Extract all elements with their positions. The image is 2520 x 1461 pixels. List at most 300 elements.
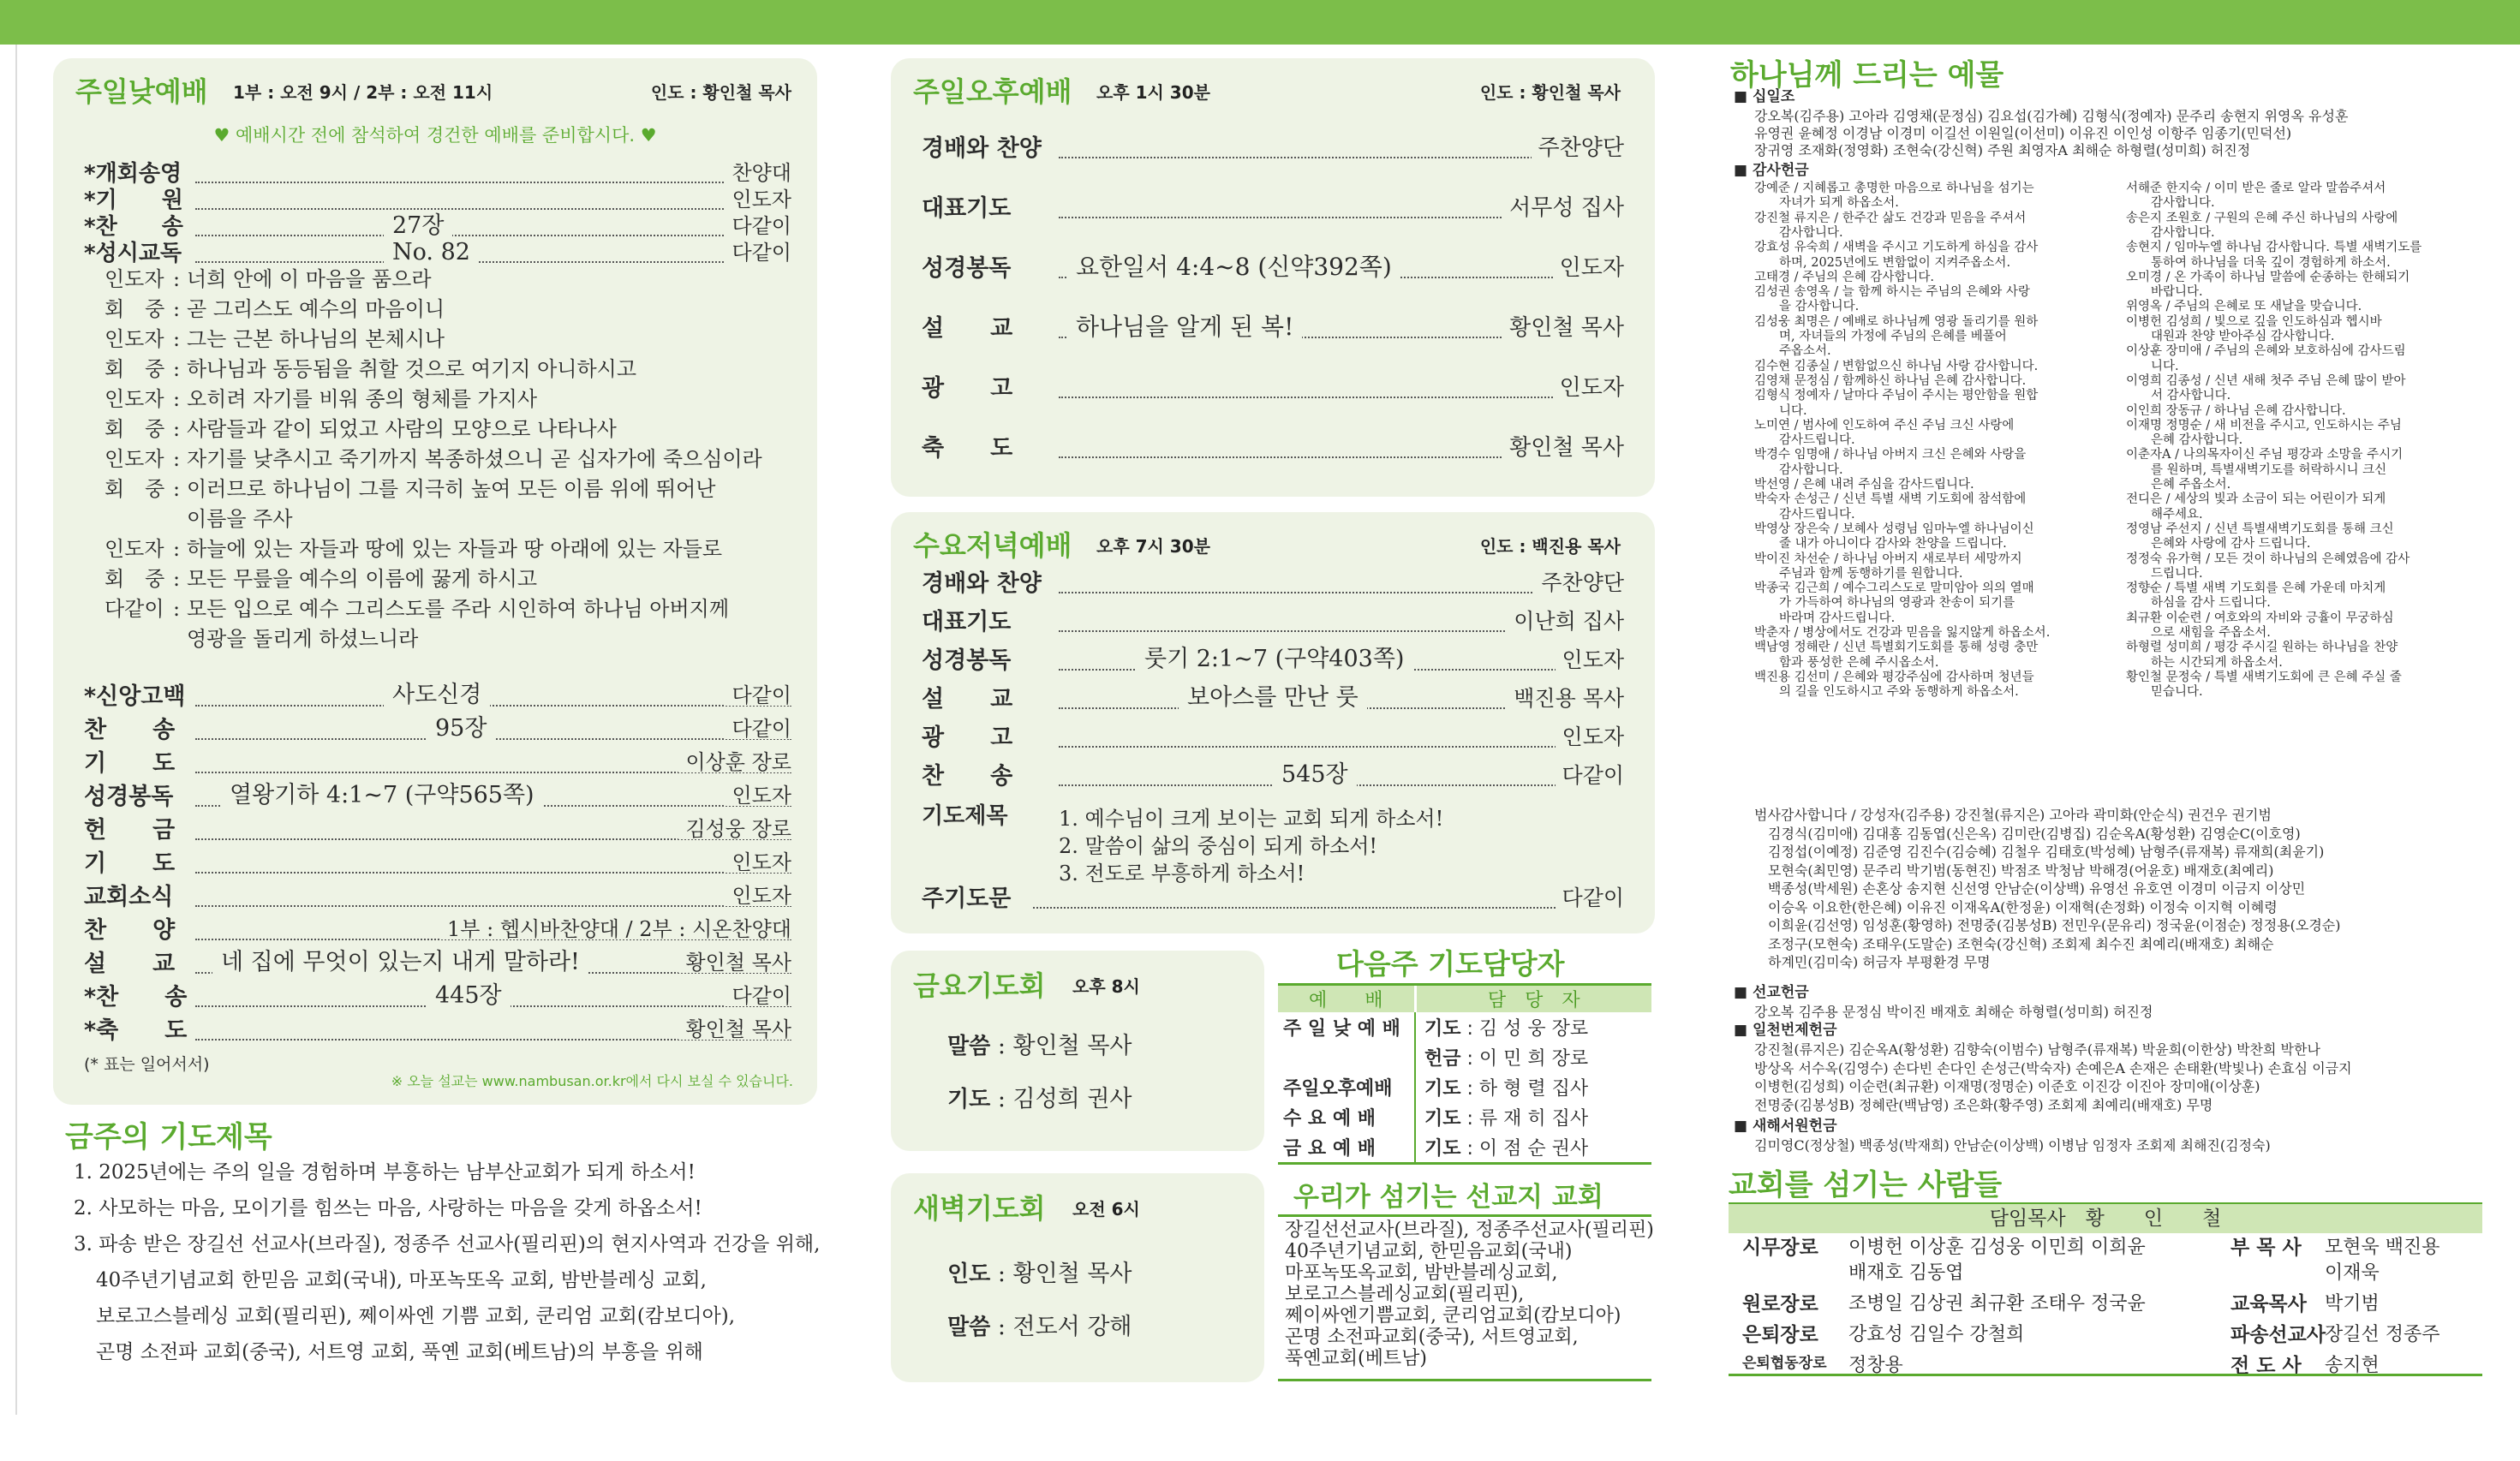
offering-line: 이상훈 장미애 / 주님의 은혜와 보호하심에 감사드림 bbox=[2126, 344, 2406, 359]
duty-kind: 기도 bbox=[1424, 1138, 1461, 1160]
duty-sep: : bbox=[1460, 1078, 1479, 1100]
friday-line-2: 기도 : 김성희 권사 bbox=[947, 1086, 1132, 1112]
staff-role: 전 도 사 bbox=[2230, 1355, 2302, 1377]
service-label: 대표기도 bbox=[922, 609, 1012, 635]
reading-text: 모든 무릎을 예수의 이름에 꿇게 하시고 bbox=[187, 567, 538, 591]
prayer-topic-item: 40주년기념교회 한믿음 교회(국내), 마포녹또옥 교회, 밤반블레싱 교회, bbox=[96, 1269, 707, 1291]
service-person: 다같이 bbox=[1556, 887, 1624, 909]
offering-line: 백종성(박세원) 손혼상 송지현 신선영 안남순(이상백) 유영선 유호연 이경미 이금지 이상민 bbox=[1754, 880, 2306, 897]
offering-line: 바라며 감사드립니다. bbox=[1754, 611, 1896, 625]
service-label: 광 고 bbox=[922, 725, 1013, 751]
friday-box bbox=[891, 951, 1264, 1151]
offering-line: 해주세요. bbox=[2126, 507, 2203, 522]
duty-name: 김 성 웅 장로 bbox=[1478, 1018, 1589, 1040]
wednesday-prayer-label: 기도제목 bbox=[922, 803, 1008, 829]
senior-pastor: 담임목사 황 인 철 bbox=[1989, 1208, 2222, 1230]
offering-line: 정정숙 유가혁 / 모든 것이 하나님의 은혜였음에 감사 bbox=[2126, 552, 2410, 566]
duty-name: 이 민 희 장로 bbox=[1478, 1048, 1589, 1070]
reading-text: 하늘에 있는 자들과 땅에 있는 자들과 땅 아래에 있는 자들로 bbox=[187, 537, 723, 561]
offering-line: 감사합니다. bbox=[1754, 225, 1843, 240]
dawn-val-1: 황인철 목사 bbox=[1012, 1261, 1132, 1287]
service-label: 대표기도 bbox=[922, 195, 1012, 222]
offering-line: 이희윤(김선영) 임성훈(황영하) 전명중(김봉성B) 전민우(문유리) 정국윤(이점순) 정정용(오경순) bbox=[1754, 917, 2341, 933]
reading-who: 인도자 bbox=[105, 267, 164, 291]
mission-church-line: 40주년기념교회, 한믿음교회(국내) bbox=[1285, 1241, 1573, 1262]
offering-line: 이승옥 이요한(한은혜) 이유진 이재옥A(한정윤) 이재혁(손정화) 이정숙 이지혁 이혜령 bbox=[1754, 898, 2278, 915]
reading-who: 회 중 bbox=[105, 297, 165, 321]
prayer-topic-item: 1. 2025년에는 주의 일을 경험하며 부흥하는 남부산교회가 되게 하소서! bbox=[74, 1161, 696, 1184]
offering-line: 며, 자녀들의 가정에 주님의 은혜를 베풀어 bbox=[1754, 330, 2007, 343]
service-label: 경배와 찬양 bbox=[922, 570, 1042, 597]
staff-names: 정창용 bbox=[1848, 1355, 1903, 1376]
service-row bbox=[922, 437, 1624, 466]
offering-line: 박선영 / 은혜 내려 주심을 감사드립니다. bbox=[1754, 478, 1974, 492]
staff-role: 원로장로 bbox=[1742, 1293, 1818, 1315]
service-person: 인도자 bbox=[725, 189, 791, 210]
offering-line: 범사감사합니다 / 강성자(김주용) 강진철(류지은) 고아라 곽미화(안순식) 권건우 권기범 bbox=[1754, 807, 2272, 823]
reading-text: 그는 근본 하나님의 본체시나 bbox=[187, 327, 445, 351]
service-detail: 27장 bbox=[384, 214, 452, 237]
offering-line: 김성권 송영옥 / 늘 함께 하시는 주님의 은혜와 사랑 bbox=[1754, 285, 2030, 300]
offering-line: 대원과 찬양 받아주심 감사합니다. bbox=[2126, 330, 2335, 343]
offering-line: 강효성 유숙희 / 새벽을 주시고 기도하게 하심을 감사 bbox=[1754, 241, 2039, 255]
prayer-topics-title: 금주의 기도제목 bbox=[65, 1120, 272, 1154]
missions-title: 우리가 섬기는 선교지 교회 bbox=[1293, 1182, 1603, 1213]
friday-title: 금요기도회 bbox=[913, 969, 1046, 1002]
dawn-box bbox=[891, 1173, 1264, 1382]
offering-line: 서해준 한지숙 / 이미 받은 줄로 알라 말씀주셔서 bbox=[2126, 182, 2386, 195]
service-detail: 445장 bbox=[427, 984, 511, 1007]
service-label: 경배와 찬양 bbox=[922, 135, 1042, 162]
dawn-line-2: 말씀 : 전도서 강해 bbox=[947, 1314, 1132, 1340]
offering-line: 으로 새힘을 주옵소서. bbox=[2126, 626, 2271, 640]
service-person: 인도자 bbox=[1556, 726, 1624, 748]
offering-line: 박종국 김근희 / 예수그리스도로 말미암아 의의 열매 bbox=[1754, 581, 2034, 596]
service-person: 황인철 목사 bbox=[678, 952, 791, 973]
offering-line: 오미경 / 온 가족이 하나님 말씀에 순종하는 한해되기 bbox=[2126, 270, 2410, 284]
duty-name: 류 재 히 집사 bbox=[1478, 1108, 1589, 1130]
service-row bbox=[84, 239, 791, 268]
duty-sep: : bbox=[1460, 1138, 1479, 1160]
reading-colon: : bbox=[173, 357, 181, 381]
offering-line: 은혜 주옵소서. bbox=[2126, 478, 2231, 492]
offering-line: 전디은 / 세상의 빛과 소금이 되는 어린이가 되게 bbox=[2126, 492, 2386, 507]
reading-colon: : bbox=[173, 477, 181, 501]
reading-colon: : bbox=[173, 417, 181, 441]
service-row bbox=[84, 982, 791, 1013]
staff-names-cont: 배재호 김동엽 bbox=[1848, 1262, 1964, 1284]
standing-note: (* 표는 일어서서) bbox=[84, 1055, 210, 1074]
offering-line: ■ 새해서원헌금 bbox=[1734, 1118, 1837, 1135]
offering-line: 김영채 문정심 / 함께하신 하나님 은혜 감사합니다. bbox=[1754, 373, 2027, 388]
service-label: 설 교 bbox=[84, 951, 176, 977]
service-row bbox=[922, 253, 1624, 286]
service-person: 이상훈 장로 bbox=[678, 752, 791, 772]
duty-person bbox=[1415, 1042, 1651, 1072]
dotted-leader bbox=[195, 182, 791, 183]
service-person: 다같이 bbox=[725, 685, 791, 706]
service-label: 성경봉독 bbox=[922, 647, 1012, 674]
service-row bbox=[922, 611, 1624, 638]
offering-line: 강진철(류지은) 김순옥A(황성환) 김향숙(이범수) 남형주(류재복) 박윤희(이한상) 박찬희 박한나 bbox=[1754, 1041, 2320, 1058]
staff-names: 조병일 김상권 최규환 조태우 정국윤 bbox=[1848, 1293, 2146, 1315]
service-detail: 545장 bbox=[1273, 763, 1357, 786]
service-row bbox=[84, 212, 791, 242]
reading-colon: : bbox=[173, 597, 181, 621]
prayer-topic-item: 3. 파송 받은 장길선 선교사(브라질), 정종주 선교사(필리핀)의 현지사역과 건강을 위해, bbox=[74, 1233, 821, 1255]
offering-line: 송현지 / 임마누엘 하나님 감사합니다. 특별 새벽기도를 bbox=[2126, 241, 2422, 255]
staff-role: 은퇴협동장로 bbox=[1742, 1355, 1827, 1372]
service-person: 황인철 목사 bbox=[678, 1019, 791, 1040]
staff-bottom-line bbox=[1729, 1374, 2482, 1376]
offering-line: 감사합니다. bbox=[2126, 196, 2215, 211]
offering-line: 노미연 / 범사에 인도하여 주신 주님 크신 사랑에 bbox=[1754, 418, 2015, 432]
dotted-leader bbox=[195, 705, 791, 707]
offering-line: 박이진 차선순 / 하나님 아버지 새로부터 세망까지 bbox=[1754, 552, 2022, 566]
service-name: 주일오후예배 bbox=[1278, 1072, 1415, 1102]
offering-line: 감사합니다. bbox=[1754, 462, 1843, 477]
offering-line: 박춘자 / 병상에서도 건강과 믿음을 잃지않게 하옵소서. bbox=[1754, 626, 2051, 640]
reading-who: 다같이 bbox=[105, 597, 164, 621]
offering-line: 강오복 김주용 문정심 박이진 배재호 최해순 하형렬(성미희) 허진정 bbox=[1754, 1004, 2153, 1020]
service-person: 주찬양단 bbox=[1534, 572, 1624, 593]
service-person: 서무성 집사 bbox=[1502, 197, 1624, 219]
service-row bbox=[922, 646, 1624, 677]
reading-text-cont: 영광을 돌리게 하셨느니라 bbox=[187, 627, 419, 651]
prayer-duty-row bbox=[1278, 1072, 1651, 1102]
service-detail: 요한일서 4:4~8 (신약392쪽) bbox=[1067, 255, 1400, 279]
duty-person bbox=[1415, 1072, 1651, 1102]
reading-text: 모든 입으로 예수 그리스도를 주라 시인하여 하나님 아버지께 bbox=[187, 597, 730, 621]
reading-who: 인도자 bbox=[105, 537, 164, 561]
dotted-leader bbox=[195, 905, 791, 907]
mission-church-line: 푹옌교회(베트남) bbox=[1285, 1348, 1427, 1369]
offering-line: 김정섭(이예정) 김준영 김진수(김승혜) 김철우 김태호(박성혜) 남형주(류재복) 류재희(최윤기) bbox=[1754, 844, 2325, 860]
reading-text: 곧 그리스도 예수의 마음이니 bbox=[187, 297, 445, 321]
service-row bbox=[84, 919, 791, 946]
offering-line: 이병헌 김성희 / 빛으로 깊을 인도하심과 헵시바 bbox=[2126, 314, 2382, 329]
duty-kind: 헌금 bbox=[1424, 1048, 1461, 1070]
reading-who: 인도자 bbox=[105, 387, 164, 411]
duty-name: 하 형 렬 집사 bbox=[1478, 1078, 1589, 1100]
sermon-web-note: ※ 오늘 설교는 www.nambusan.or.kr에서 다시 보실 수 있습니다. bbox=[391, 1073, 793, 1089]
staff-title: 교회를 섬기는 사람들 bbox=[1729, 1168, 2003, 1202]
offering-line: 이병헌(김성희) 이순련(최규환) 이재명(정명순) 이준호 이진강 이진아 장미애(이상훈) bbox=[1754, 1078, 2260, 1094]
table-header-person: 담 당 자 bbox=[1415, 985, 1651, 1013]
service-label: 헌 금 bbox=[84, 817, 176, 844]
offering-line: 조정구(모현숙) 조태우(도말순) 조현숙(강신혁) 조회제 최수진 최예리(배재호) 최해순 bbox=[1754, 935, 2274, 952]
dotted-leader bbox=[1059, 746, 1624, 748]
prayer-topic-item: 보로고스블레싱 교회(필리핀), 쩨이싸엔 기쁨 교회, 쿤리엄 교회(캄보디아), bbox=[96, 1305, 736, 1327]
reading-text: 이러므로 하나님이 그를 지극히 높여 모든 이름 위에 뛰어난 bbox=[187, 477, 716, 501]
wednesday-time: 오후 7시 30분 bbox=[1096, 536, 1210, 557]
service-person: 김성웅 장로 bbox=[678, 819, 791, 839]
service-label: 성경봉독 bbox=[84, 784, 174, 810]
offering-line: 을 감사합니다. bbox=[1754, 300, 1860, 314]
service-detail: 사도신경 bbox=[384, 683, 490, 707]
offering-line: 주님과 함께 동행하기를 원합니다. bbox=[1754, 566, 1963, 581]
service-label: 광 고 bbox=[922, 375, 1013, 402]
service-row bbox=[84, 682, 791, 713]
offering-line: 고태경 / 주님의 은혜 감사합니다. bbox=[1754, 270, 1935, 284]
service-row bbox=[922, 197, 1624, 226]
sunday-afternoon-time: 오후 1시 30분 bbox=[1096, 82, 1210, 103]
service-label: 축 도 bbox=[922, 435, 1013, 462]
duty-person bbox=[1415, 1102, 1651, 1132]
service-label: 성경봉독 bbox=[922, 255, 1012, 282]
wednesday-prayer-item: 3. 전도로 부흥하게 하소서! bbox=[1059, 862, 1305, 886]
service-row bbox=[84, 819, 791, 846]
service-person: 인도자 bbox=[1553, 257, 1624, 279]
reading-text: 너희 안에 이 마음을 품으라 bbox=[187, 267, 432, 291]
reading-who: 인도자 bbox=[105, 447, 164, 471]
dawn-time: 오전 6시 bbox=[1072, 1199, 1140, 1219]
service-row bbox=[84, 189, 791, 215]
reading-who: 회 중 bbox=[105, 417, 165, 441]
service-person: 황인철 목사 bbox=[1502, 437, 1624, 459]
service-row bbox=[922, 761, 1624, 792]
duty-kind: 기도 bbox=[1424, 1018, 1461, 1040]
duty-sep: : bbox=[1460, 1048, 1479, 1070]
staff-names: 이병헌 이상훈 김성웅 이민희 이희윤 bbox=[1848, 1237, 2146, 1258]
offering-line: 전명중(김봉성B) 정혜란(백남영) 조은화(황주영) 조회제 최예리(배재호) 무명 bbox=[1754, 1096, 2213, 1113]
dotted-leader bbox=[195, 235, 791, 236]
service-label: *개회송영 bbox=[84, 161, 182, 187]
reading-colon: : bbox=[173, 327, 181, 351]
staff-names-cont: 이재욱 bbox=[2325, 1262, 2380, 1284]
offering-line: ■ 선교헌금 bbox=[1734, 984, 1809, 1001]
service-row bbox=[84, 949, 791, 980]
prayer-duty-row bbox=[1278, 1102, 1651, 1132]
offering-line: 이춘자A / 나의목자이신 주님 평강과 소망을 주시기 bbox=[2126, 448, 2404, 462]
offering-line: 줄 내가 아니이다 감사와 찬양을 드립니다. bbox=[1754, 537, 2007, 552]
reading-colon: : bbox=[173, 387, 181, 411]
reading-text: 자기를 낮추시고 죽기까지 복종하셨으니 곧 십자가에 죽으심이라 bbox=[187, 447, 762, 471]
staff-role: 부 목 사 bbox=[2230, 1237, 2302, 1259]
offering-line: 은혜 감사합니다. bbox=[2126, 433, 2243, 448]
offering-line: 이영희 김종성 / 신년 새해 첫주 주님 은혜 많이 받아 bbox=[2126, 373, 2406, 388]
wednesday-title: 수요저녁예배 bbox=[913, 529, 1072, 562]
service-detail: 룻기 2:1~7 (구약403쪽) bbox=[1136, 647, 1412, 671]
dotted-leader bbox=[1059, 397, 1624, 398]
staff-role: 은퇴장로 bbox=[1742, 1324, 1818, 1346]
service-row bbox=[922, 137, 1624, 166]
offering-line: 장귀영 조재화(정영화) 조현숙(강신혁) 주원 최영자A 최해순 하형렬(성미희) 허진정 bbox=[1754, 142, 2251, 158]
service-label: 찬 송 bbox=[922, 763, 1013, 790]
top-bar bbox=[0, 0, 2520, 45]
service-person: 주찬양단 bbox=[1532, 137, 1624, 159]
reading-colon: : bbox=[173, 297, 181, 321]
offering-line: 니다. bbox=[2126, 359, 2179, 373]
service-person: 다같이 bbox=[1556, 765, 1624, 786]
offering-line: 박숙자 손성근 / 신년 특별 새벽 기도회에 참석함에 bbox=[1754, 492, 2027, 507]
duty-sep: : bbox=[1460, 1108, 1479, 1130]
service-detail: 열왕기하 4:1~7 (구약565쪽) bbox=[221, 784, 543, 807]
offering-line: 를 원하며, 특별새벽기도를 허락하시니 크신 bbox=[2126, 462, 2387, 477]
duty-name: 이 점 순 권사 bbox=[1478, 1138, 1589, 1160]
offering-line: 의 길을 인도하시고 주와 동행하게 하옵소서. bbox=[1754, 685, 2019, 700]
service-person: 1부 : 헵시바찬양대 / 2부 : 시온찬양대 bbox=[440, 919, 791, 939]
next-prayer-title: 다음주 기도담당자 bbox=[1336, 947, 1565, 981]
offering-line: 이재명 정명순 / 새 비전을 주시고, 인도하시는 주님 bbox=[2126, 418, 2402, 432]
dawn-line-1: 인도 : 황인철 목사 bbox=[947, 1261, 1132, 1287]
offering-line: 정향순 / 특별 새벽 기도회를 은혜 가운데 마치게 bbox=[2126, 581, 2386, 596]
offering-line: 하계민(김미숙) 허금자 부평환경 무명 bbox=[1754, 954, 1991, 970]
offering-line: 김수현 김종실 / 변함없으신 하나님 사랑 감사합니다. bbox=[1754, 359, 2039, 373]
service-label: *신앙고백 bbox=[84, 683, 186, 710]
dawn-key-2: 말씀 bbox=[947, 1315, 991, 1340]
staff-names: 모현욱 백진용 bbox=[2325, 1237, 2440, 1258]
duty-person bbox=[1415, 1132, 1651, 1164]
reading-text: 하나님과 동등됨을 취할 것으로 여기지 아니하시고 bbox=[187, 357, 637, 381]
service-person: 백진용 목사 bbox=[1507, 688, 1624, 709]
service-label: *찬 송 bbox=[84, 984, 188, 1011]
prayer-topic-item: 2. 사모하는 마음, 모이기를 힘쓰는 마음, 사랑하는 마음을 갖게 하옵소서! bbox=[74, 1197, 702, 1219]
offering-line: 하심을 감사 드립니다. bbox=[2126, 596, 2271, 611]
offering-line: 바랍니다. bbox=[2126, 285, 2203, 300]
service-row bbox=[922, 572, 1624, 599]
staff-names: 장길선 정종주 bbox=[2325, 1324, 2440, 1345]
sunday-afternoon-box bbox=[891, 58, 1655, 497]
mission-church-line: 보로고스블레싱교회(필리핀), bbox=[1285, 1284, 1525, 1305]
offering-line: 김미영C(정상철) 백종성(박재희) 안남순(이상백) 이병남 임정자 조회제 최해진(김정숙) bbox=[1754, 1137, 2271, 1154]
sunday-afternoon-title: 주일오후예배 bbox=[913, 75, 1072, 108]
offering-line: 강오복(김주용) 고아라 김영채(문정심) 김요섭(김가혜) 김형식(정예자) 문주리 송현지 위영옥 유성훈 bbox=[1754, 108, 2349, 124]
service-label: 기 도 bbox=[84, 750, 176, 777]
prayer-duty-row bbox=[1278, 1012, 1651, 1042]
friday-time: 오후 8시 bbox=[1072, 976, 1140, 997]
offering-line: 위영옥 / 주님의 은혜로 또 새날을 맞습니다. bbox=[2126, 300, 2362, 314]
mission-church-line: 마포녹또옥교회, 밤반블레싱교회, bbox=[1285, 1262, 1558, 1284]
offering-line: 황인철 문정숙 / 특별 새벽기도회에 큰 은혜 주실 줄 bbox=[2126, 670, 2402, 684]
offering-line: 믿습니다. bbox=[2126, 685, 2203, 700]
service-label: *성시교독 bbox=[84, 241, 182, 266]
reading-text: 오히려 자기를 비워 종의 형체를 가지사 bbox=[187, 387, 538, 411]
service-person: 인도자 bbox=[1556, 649, 1624, 671]
service-label: 기 도 bbox=[84, 850, 176, 877]
wednesday-prayer-item: 1. 예수님이 크게 보이는 교회 되게 하소서! bbox=[1059, 807, 1444, 831]
duty-kind: 기도 bbox=[1424, 1078, 1461, 1100]
sunday-afternoon-leader: 인도 : 황인철 목사 bbox=[1479, 82, 1621, 103]
offering-line: 모현숙(최민영) 문주리 박기범(동현진) 박점조 박청남 박해경(어윤호) 배재호(최예리) bbox=[1754, 862, 2274, 879]
missions-bottom-line bbox=[1278, 1379, 1651, 1381]
reading-colon: : bbox=[173, 567, 181, 591]
service-name: 수 요 예 배 bbox=[1278, 1102, 1415, 1132]
mission-church-line: 장길선선교사(브라질), 정종주선교사(필리핀) bbox=[1285, 1219, 1654, 1241]
service-label: 설 교 bbox=[922, 315, 1013, 342]
friday-key-2: 기도 bbox=[947, 1087, 991, 1112]
service-label: 찬 양 bbox=[84, 917, 176, 944]
missions-underline bbox=[1278, 1214, 1651, 1217]
offering-line: ■ 십일조 bbox=[1734, 88, 1795, 105]
service-label: *기 원 bbox=[84, 188, 183, 213]
service-row bbox=[922, 313, 1624, 346]
reading-text-cont: 이름을 주사 bbox=[187, 507, 293, 531]
dotted-leader bbox=[195, 208, 791, 210]
reading-who: 회 중 bbox=[105, 357, 165, 381]
friday-key-1: 말씀 bbox=[947, 1034, 991, 1059]
dawn-key-1: 인도 bbox=[947, 1261, 991, 1287]
service-detail: 보아스를 만난 룻 bbox=[1179, 686, 1367, 709]
wednesday-prayer-item: 2. 말씀이 삶의 중심이 되게 하소서! bbox=[1059, 834, 1378, 858]
offering-line: 자녀가 되게 하옵소서. bbox=[1754, 196, 1899, 211]
offering-line: 통하여 하나님을 더욱 깊이 경험하게 하소서. bbox=[2126, 255, 2391, 270]
offering-line: 김성웅 최명은 / 예배로 하나님께 영광 돌리기를 원하 bbox=[1754, 314, 2039, 329]
service-detail: 네 집에 무엇이 있는지 내게 말하라! bbox=[212, 951, 588, 974]
staff-names: 박기범 bbox=[2325, 1293, 2380, 1315]
service-person: 인도자 bbox=[1553, 377, 1624, 399]
dotted-leader bbox=[195, 872, 791, 874]
service-label: *축 도 bbox=[84, 1017, 188, 1044]
dawn-title: 새벽기도회 bbox=[913, 1192, 1046, 1225]
duty-kind: 기도 bbox=[1424, 1108, 1461, 1130]
dotted-leader bbox=[1033, 907, 1624, 909]
dawn-val-2: 전도서 강해 bbox=[1012, 1314, 1132, 1340]
service-row bbox=[922, 726, 1624, 754]
offering-line: 정영남 주선지 / 신년 특별새벽기도회를 통해 크신 bbox=[2126, 522, 2394, 536]
service-person: 다같이 bbox=[725, 986, 791, 1006]
staff-names: 송지현 bbox=[2325, 1355, 2380, 1376]
staff-role: 파송선교사 bbox=[2230, 1324, 2326, 1346]
offering-line: 감사합니다. bbox=[2126, 225, 2215, 240]
offering-line: ■ 일천번제헌금 bbox=[1734, 1022, 1837, 1039]
mission-church-line: 곤명 소전파교회(중국), 서트영교회, bbox=[1285, 1327, 1579, 1348]
offering-line: 강진철 류지은 / 한주간 삶도 건강과 믿음을 주셔서 bbox=[1754, 211, 2027, 225]
senior-pastor-bar bbox=[1729, 1204, 2482, 1233]
offering-line: 백남영 정해란 / 신년 특별회기도회를 통해 성령 충만 bbox=[1754, 641, 2039, 655]
dotted-leader bbox=[195, 261, 791, 263]
offering-line: 백진용 김선미 / 은혜와 평강주심에 감사하며 청년들 bbox=[1754, 670, 2034, 684]
service-row bbox=[84, 782, 791, 813]
reading-colon: : bbox=[173, 267, 181, 291]
service-person: 황인철 목사 bbox=[1502, 317, 1624, 339]
reading-who: 회 중 bbox=[105, 477, 165, 501]
offering-line: 함과 풍성한 은혜 주시옵소서. bbox=[1754, 655, 1939, 670]
duty-sep: : bbox=[1460, 1018, 1479, 1040]
service-person: 찬양대 bbox=[725, 163, 791, 183]
next-prayer-table bbox=[1278, 983, 1651, 1165]
reading-who: 인도자 bbox=[105, 327, 164, 351]
reading-who: 회 중 bbox=[105, 567, 165, 591]
friday-line-1: 말씀 : 황인철 목사 bbox=[947, 1033, 1132, 1059]
offering-line: 박영상 장은숙 / 보혜사 성령님 임마누엘 하나님이신 bbox=[1754, 522, 2034, 536]
staff-role: 시무장로 bbox=[1742, 1237, 1818, 1259]
offering-line: 감사드립니다. bbox=[1754, 507, 1855, 522]
service-person: 인도자 bbox=[725, 886, 791, 906]
offering-line: 니다. bbox=[1754, 403, 1807, 418]
service-person: 인도자 bbox=[725, 852, 791, 873]
offering-line: 은혜와 사랑에 감사 드립니다. bbox=[2126, 537, 2311, 552]
offering-line: 하는 시간되게 하옵소서. bbox=[2126, 655, 2283, 670]
service-name: 주 일 낮 예 배 bbox=[1278, 1012, 1415, 1072]
prayer-topic-item: 곤명 소전파 교회(중국), 서트영 교회, 푹옌 교회(베트남)의 부흥을 위해 bbox=[96, 1341, 703, 1363]
reading-colon: : bbox=[173, 537, 181, 561]
staff-names: 강효성 김일수 강철희 bbox=[1848, 1324, 2025, 1345]
worship-notice: ♥ 예배시간 전에 참석하여 경건한 예배를 준비합시다. ♥ bbox=[213, 125, 657, 146]
service-label: 설 교 bbox=[922, 686, 1013, 713]
offering-line: 김형식 정예자 / 날마다 주님이 주시는 평안함을 원합 bbox=[1754, 389, 2039, 403]
offering-line: 방상옥 서수옥(김영수) 손다빈 손다인 손성근(박숙자) 손예은A 손재은 손태환(박빛나) 손효심 이금지 bbox=[1754, 1059, 2352, 1076]
offering-line: 이인희 장동규 / 하나님 은혜 감사합니다. bbox=[2126, 403, 2346, 418]
offering-line: 서 감사합니다. bbox=[2126, 389, 2231, 403]
service-person: 다같이 bbox=[725, 242, 791, 263]
sunday-morning-title: 주일낮예배 bbox=[75, 75, 208, 108]
staff-role: 교육목사 bbox=[2230, 1293, 2307, 1315]
service-label: 찬 송 bbox=[84, 717, 176, 743]
mission-church-line: 쩨이싸엔기쁨교회, 쿤리엄교회(캄보디아) bbox=[1285, 1305, 1621, 1327]
service-label: *찬 송 bbox=[84, 214, 183, 240]
service-person: 인도자 bbox=[725, 785, 791, 806]
